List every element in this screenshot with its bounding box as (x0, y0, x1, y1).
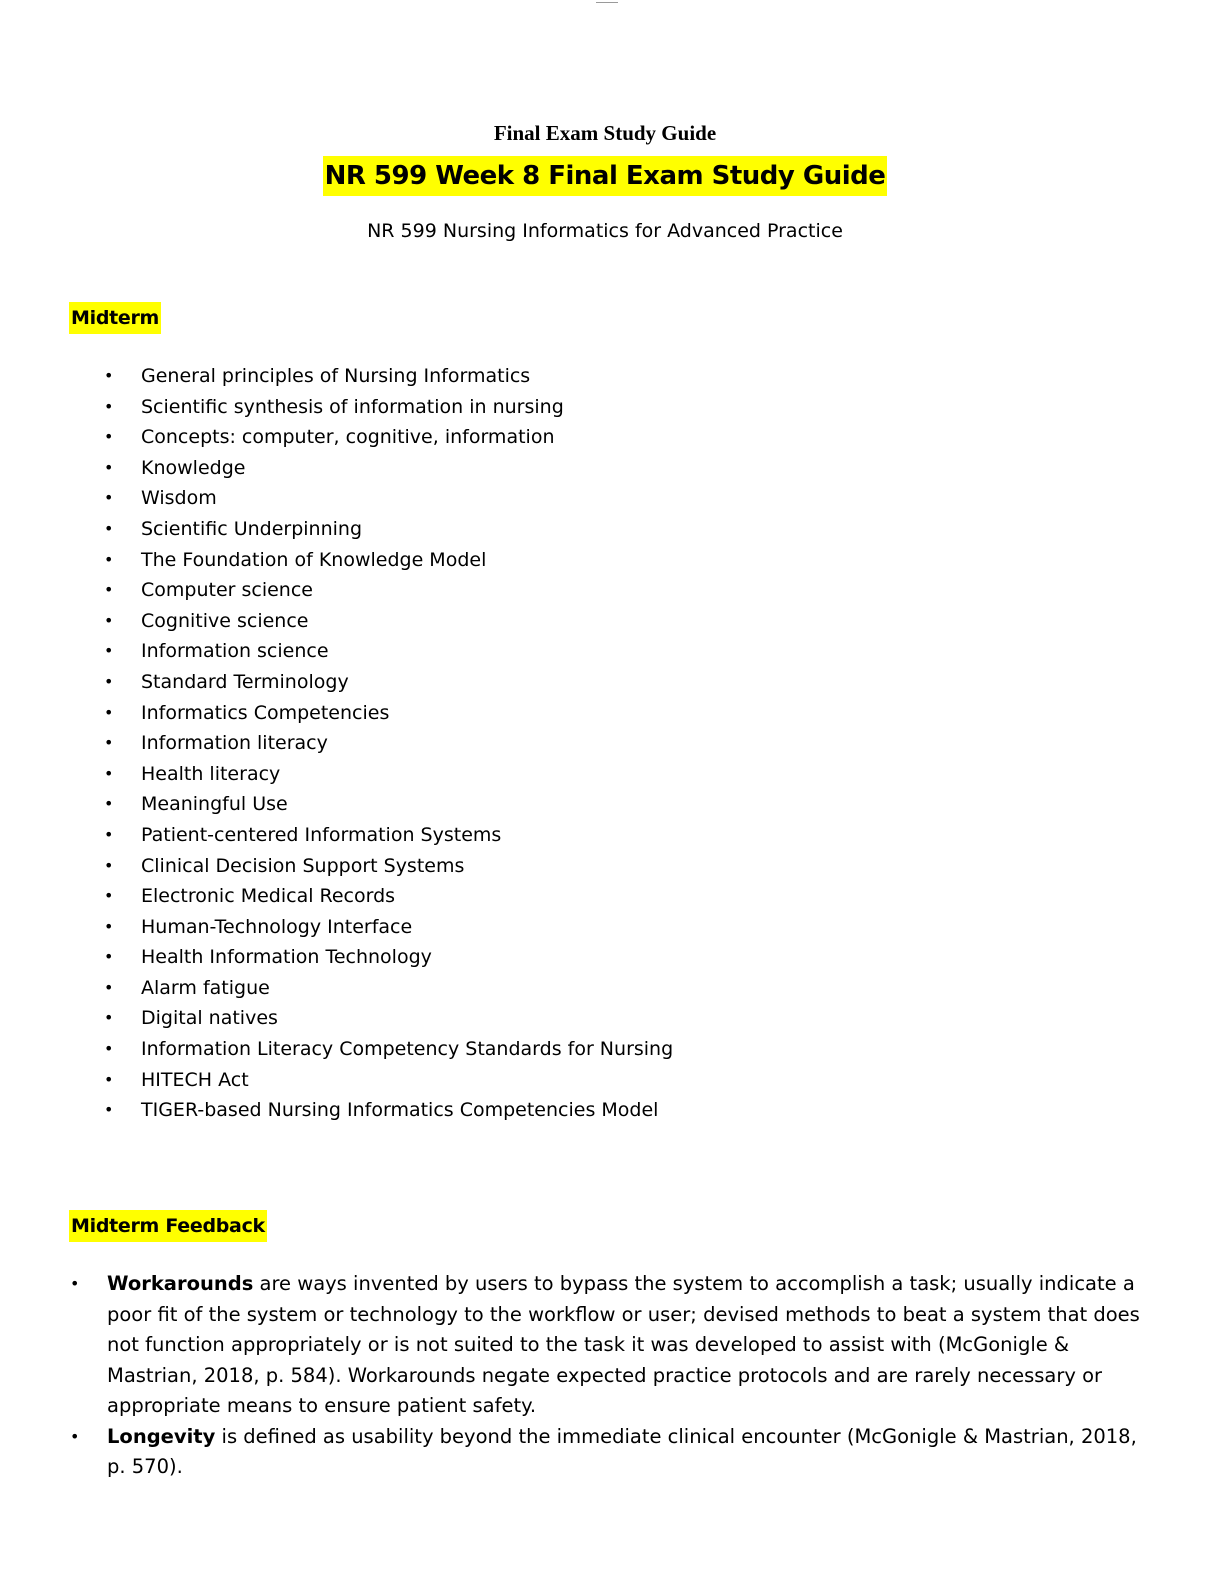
midterm-topic-item (0, 1065, 673, 1096)
midterm-topic-item (0, 942, 673, 973)
midterm-topic-item (0, 728, 673, 759)
feedback-term: Longevity (107, 1424, 216, 1448)
feedback-term: Workarounds (107, 1272, 254, 1295)
midterm-topic-item (0, 1003, 673, 1034)
course-subtitle: NR 599 Nursing Informatics for Advanced Practice (367, 220, 843, 242)
document-heading-wrap (0, 156, 1210, 196)
bullet-icon: • (104, 580, 114, 600)
midterm-topic-item (0, 636, 673, 667)
bullet-icon: • (104, 1008, 114, 1028)
midterm-topic-item (0, 851, 673, 882)
bullet-icon: • (104, 702, 114, 722)
topic-text: Meaningful Use (141, 793, 288, 816)
midterm-feedback-label: Midterm Feedback (69, 1210, 267, 1242)
midterm-topic-item (0, 759, 673, 790)
midterm-topic-item (0, 361, 673, 392)
midterm-topic-item (0, 606, 673, 637)
topic-text: Digital natives (141, 1007, 278, 1030)
midterm-topic-item (0, 820, 673, 851)
bullet-icon: • (70, 1274, 80, 1293)
midterm-topic-item (0, 422, 673, 453)
bullet-icon: • (104, 610, 114, 630)
topic-text: Human-Technology Interface (141, 915, 413, 938)
midterm-topic-item (0, 575, 673, 606)
topic-text: General principles of Nursing Informatics (141, 365, 531, 387)
bullet-icon: • (104, 733, 114, 753)
bullet-icon: • (104, 457, 114, 477)
topic-text: Clinical Decision Support Systems (141, 854, 465, 877)
bullet-icon: • (104, 977, 114, 997)
bullet-icon: • (104, 396, 114, 416)
midterm-topic-item (0, 667, 673, 698)
topic-text: Computer science (141, 579, 313, 602)
midterm-topic-item (0, 453, 673, 484)
feedback-item (0, 1422, 1224, 1483)
feedback-definition: is defined as usability beyond the immediate clinical encounter (McGonigle & Mastrian, 2018, p. 570). (107, 1424, 1137, 1478)
topic-text: Information literacy (141, 732, 328, 755)
bullet-icon: • (70, 1426, 80, 1446)
bullet-icon: • (104, 1069, 114, 1089)
midterm-topic-item (0, 1034, 673, 1065)
bullet-icon: • (104, 549, 114, 569)
feedback-definition: are ways invented by users to bypass the system to accomplish a task; usually indicate a poor fit of the system or technology to the workflow or user; devised methods to beat a system that does not function appropriately or is not suited to the task it was developed to assist with (McGonigle & Mastrian, 2018, p. 584). Workarounds negate expected practice protocols and are rarely necessary or appropriate means to ensure patient safety. (107, 1272, 1140, 1417)
document-heading: NR 599 Week 8 Final Exam Study Guide (323, 156, 888, 196)
bullet-icon: • (104, 1039, 114, 1059)
midterm-section-label: Midterm (69, 302, 161, 334)
midterm-topic-item (0, 698, 673, 729)
topic-text: HITECH Act (141, 1068, 249, 1091)
bullet-icon: • (104, 671, 114, 691)
topic-text: Information Literacy Competency Standards for Nursing (141, 1038, 674, 1061)
feedback-item (0, 1269, 1224, 1422)
topic-text: Knowledge (141, 456, 246, 479)
bullet-icon: • (104, 763, 114, 783)
midterm-topic-item (0, 514, 673, 545)
midterm-topic-item (0, 392, 673, 423)
topic-text: Alarm fatigue (141, 976, 270, 999)
document-title: Final Exam Study Guide (493, 121, 717, 145)
topic-text: Health literacy (141, 762, 281, 785)
midterm-topic-item (0, 545, 673, 576)
topic-text: Concepts: computer, cognitive, information (141, 426, 555, 449)
midterm-topic-list (0, 361, 673, 1126)
topic-text: Informatics Competencies (141, 701, 390, 724)
topic-text: The Foundation of Knowledge Model (141, 548, 487, 571)
bullet-icon: • (104, 947, 114, 967)
bullet-icon: • (104, 366, 114, 385)
topic-text: Information science (141, 640, 329, 663)
midterm-topic-item (0, 789, 673, 820)
topic-text: Wisdom (141, 487, 217, 510)
topic-text: TIGER-based Nursing Informatics Competencies Model (141, 1099, 659, 1122)
bullet-icon: • (104, 855, 114, 875)
topic-text: Standard Terminology (141, 670, 349, 693)
topic-text: Scientific synthesis of information in nursing (141, 395, 564, 418)
midterm-topic-item (0, 483, 673, 514)
bullet-icon: • (104, 794, 114, 814)
bullet-icon: • (104, 488, 114, 508)
topic-text: Cognitive science (141, 609, 309, 632)
bullet-icon: • (104, 824, 114, 844)
bullet-icon: • (104, 427, 114, 447)
topic-text: Scientific Underpinning (141, 517, 363, 540)
feedback-list (0, 1269, 1224, 1483)
page-top-mark (596, 0, 618, 3)
midterm-topic-item (0, 1095, 673, 1126)
bullet-icon: • (104, 886, 114, 906)
midterm-topic-item (0, 881, 673, 912)
topic-text: Patient-centered Information Systems (141, 823, 502, 846)
midterm-topic-item (0, 912, 673, 943)
topic-text: Health Information Technology (141, 946, 432, 969)
bullet-icon: • (104, 1100, 114, 1120)
bullet-icon: • (104, 518, 114, 538)
bullet-icon: • (104, 641, 114, 661)
bullet-icon: • (104, 916, 114, 936)
midterm-topic-item (0, 973, 673, 1004)
topic-text: Electronic Medical Records (141, 885, 396, 908)
